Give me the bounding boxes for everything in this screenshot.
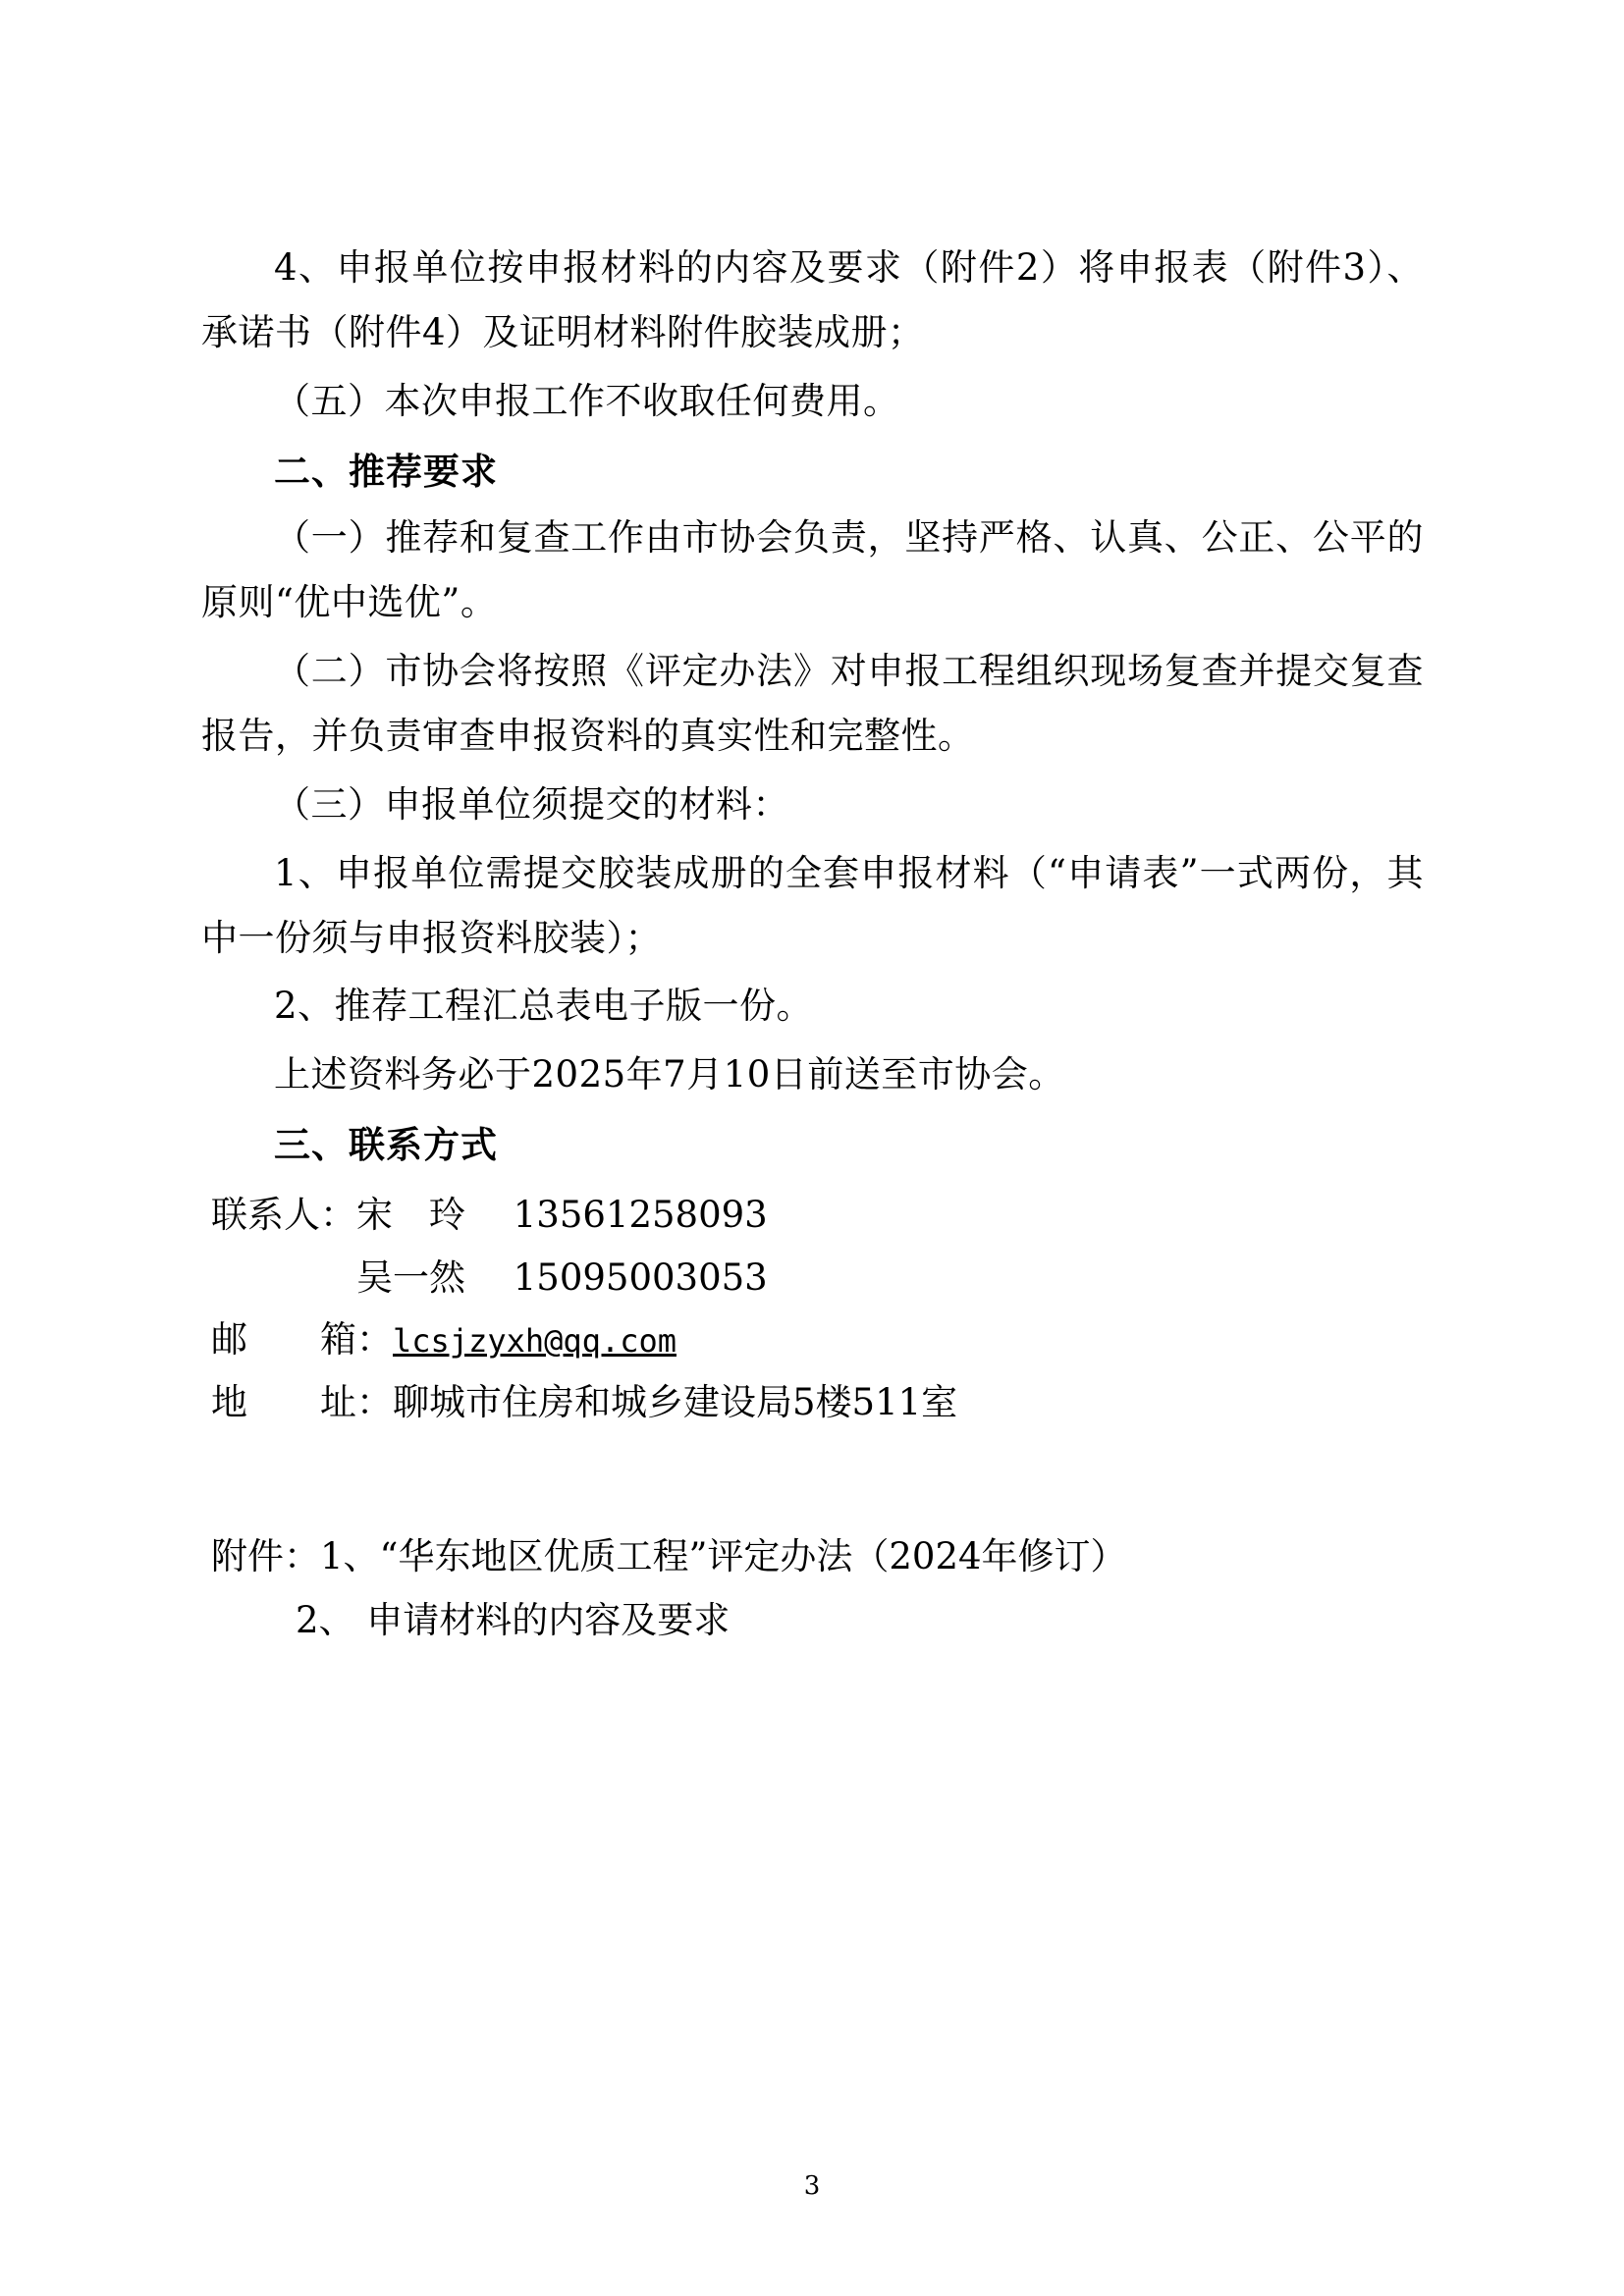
address-value: 聊城市住房和城乡建设局5楼511室 [393,1380,958,1423]
contact-name-1: 宋 玲 [356,1194,465,1237]
address-row [211,1371,1424,1434]
attachment-row-2 [211,1588,1424,1653]
attachments-label: 附件： [211,1534,320,1577]
paragraph-two-3-2: 2、推荐工程汇总表电子版一份。 [274,985,814,1028]
paragraph-two-4: 上述资料务必于2025年7月10日前送至市协会。 [274,1053,1065,1096]
contact-label: 联系人： [211,1194,356,1237]
email-value[interactable]: lcsjzyxh@qq.com [393,1322,677,1361]
contact-row-2 [211,1247,1424,1309]
email-row [211,1308,1424,1371]
paragraph-two-1: （一）推荐和复查工作由市协会负责，坚持严格、认真、公正、公平的原则“优中选优”。 [201,516,1424,624]
page-number: 3 [803,2171,821,2201]
contact-spacer-2 [465,1256,514,1299]
address-label: 地 址： [211,1380,393,1423]
contact-row-1 [211,1184,1424,1247]
contact-spacer-1 [465,1194,514,1236]
attachment-item-1: 1、“华东地区优质工程”评定办法（2024年修订） [320,1534,1127,1577]
paragraph-two-3-1: 1、申报单位需提交胶装成册的全套申报材料（“申请表”一式两份，其中一份须与申报资料胶装）； [201,851,1424,959]
contact-name-2: 吴一然 [356,1255,465,1299]
email-label: 邮 箱： [211,1318,393,1362]
contact-phone-1: 13561258093 [513,1194,768,1237]
contact-block [201,1184,1424,1434]
paragraph-two-2: （二）市协会将按照《评定办法》对申报工程组织现场复查并提交复查报告，并负责审查申报资料的真实性和完整性。 [201,650,1424,758]
paragraph-item-5: （五）本次申报工作不收取任何费用。 [274,379,900,422]
contact-phone-2: 15095003053 [513,1255,768,1299]
section-heading-three: 三、联系方式 [274,1123,498,1167]
attachment-row-1 [211,1524,1424,1589]
document-content [201,236,1424,1653]
contact-indent-2 [211,1256,356,1299]
attachment-item-2: 2、 申请材料的内容及要求 [296,1599,731,1642]
paragraph-item-4: 4、申报单位按申报材料的内容及要求（附件2）将申报表（附件3）、承诺书（附件4）及证明材料附件胶装成册； [201,246,1424,353]
section-heading-two: 二、推荐要求 [274,449,498,493]
attachments-block [201,1524,1424,1654]
paragraph-two-3: （三）申报单位须提交的材料： [274,782,789,826]
